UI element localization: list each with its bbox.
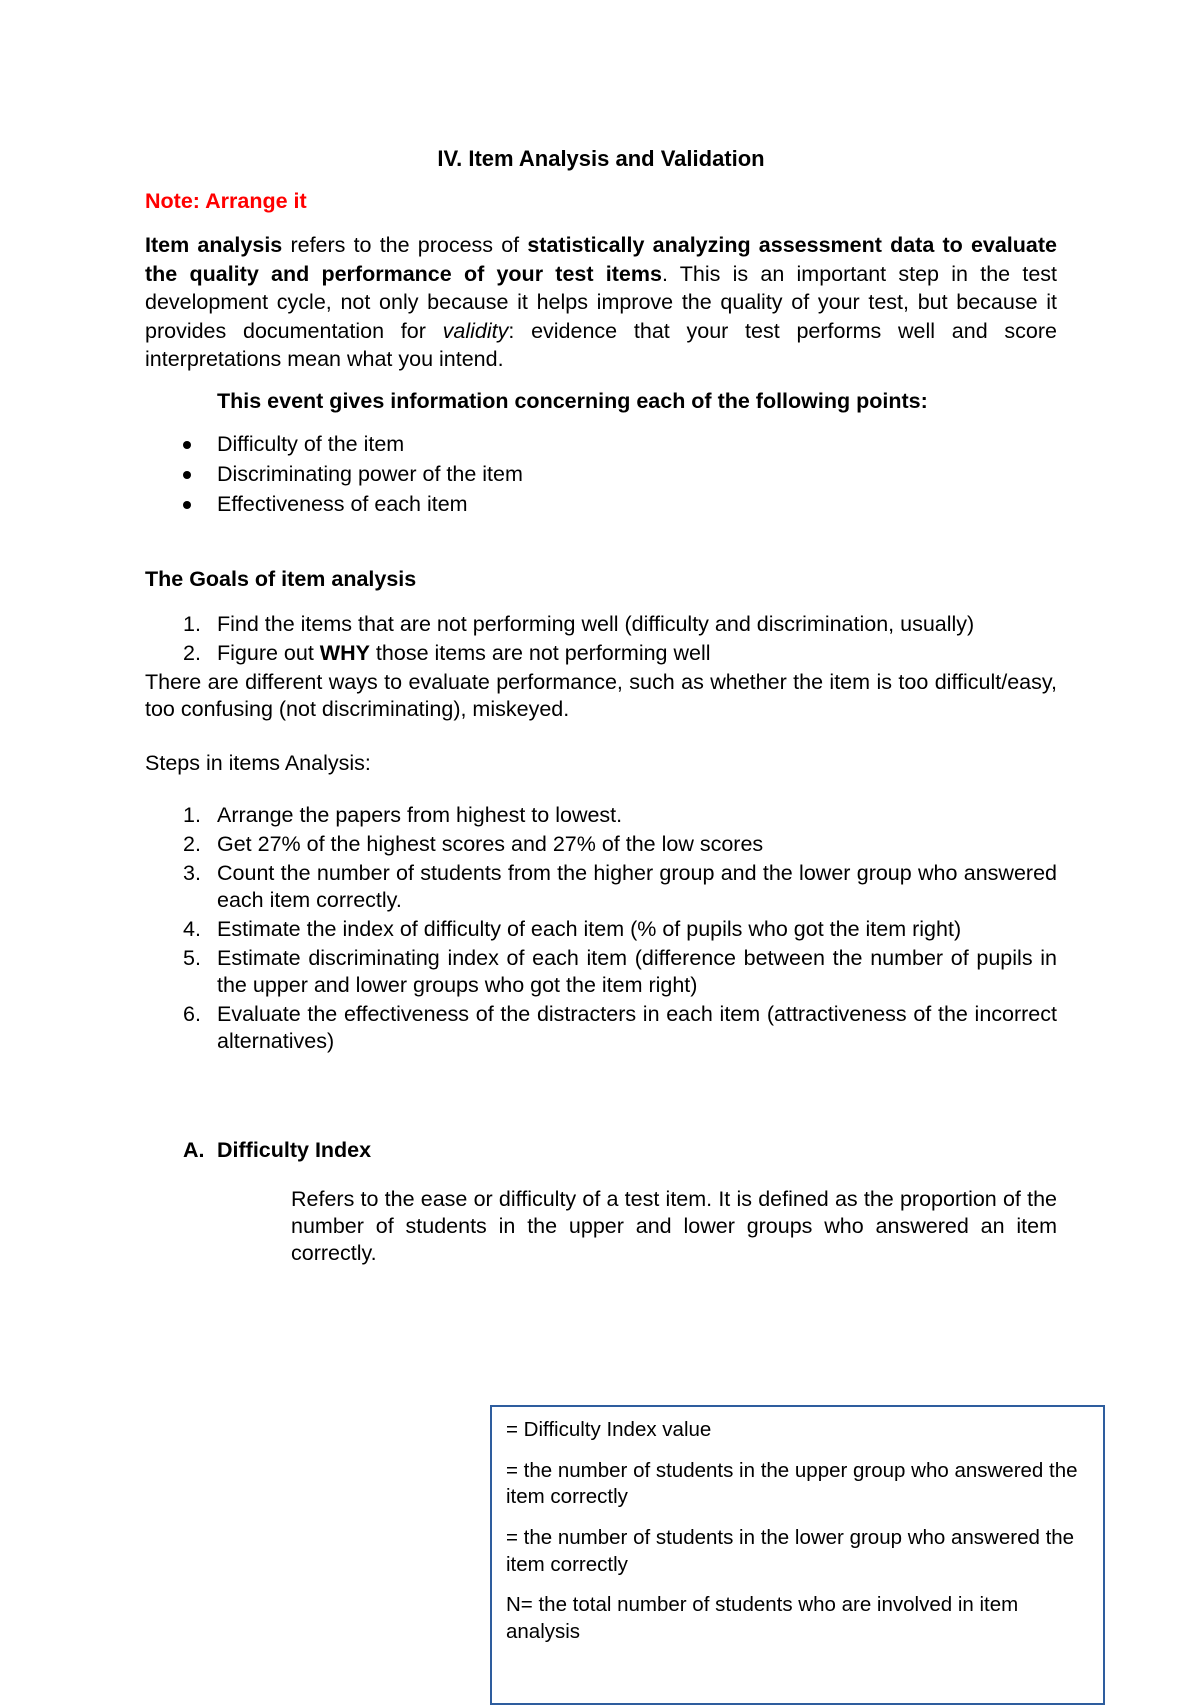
list-item (145, 916, 1057, 943)
goals-list (145, 611, 1057, 667)
points-lead: This event gives information concerning each of the following points: (217, 389, 928, 414)
goal-text: Figure out (217, 641, 320, 666)
intro-text-3: : evidence that your test performs well and score interpretations mean what you intend. (145, 318, 1057, 371)
goal-text: those items are not performing well (369, 641, 711, 666)
point-text: Difficulty of the item (217, 431, 405, 456)
list-item (145, 802, 1057, 829)
item-number: 6. (183, 1002, 201, 1027)
step-text: Estimate the index of difficulty of each item (% of pupils who got the item right) (217, 917, 962, 942)
points-list (145, 430, 1057, 519)
legend-box (490, 1405, 1105, 1705)
legend-item: = the number of students in the upper group who answered the item correctly (506, 1458, 1078, 1509)
steps-list (145, 802, 1057, 1056)
item-number: 5. (183, 946, 201, 971)
document-page (145, 144, 1057, 1267)
list-item (145, 430, 1057, 458)
item-number: 2. (183, 641, 201, 666)
step-text: Evaluate the effectiveness of the distracters in each item (attractiveness of the incorrect alternatives) (217, 1002, 1057, 1054)
legend-item: = the number of students in the lower group who answered the item correctly (506, 1525, 1075, 1576)
list-item (145, 611, 1057, 638)
point-text: Effectiveness of each item (217, 492, 468, 517)
item-number: 2. (183, 831, 201, 856)
difficulty-heading (145, 1136, 1057, 1164)
bullet-icon (183, 501, 191, 509)
list-item (145, 945, 1057, 999)
section-letter: A. (183, 1137, 205, 1162)
goals-heading: The Goals of item analysis (145, 566, 417, 591)
bullet-icon (183, 471, 191, 479)
steps-label: Steps in items Analysis: (145, 751, 371, 776)
list-item (145, 831, 1057, 858)
goal-emphasis: WHY (319, 641, 370, 666)
bullet-icon (183, 441, 191, 449)
difficulty-title: Difficulty Index (217, 1137, 372, 1162)
intro-emphasis: statistically analyzing assessment data to evaluate the quality and performance of your test items (145, 233, 1057, 286)
list-item (145, 860, 1057, 914)
step-text: Estimate discriminating index of each item (difference between the number of pupils in the upper and lower groups who got the item right) (217, 946, 1057, 998)
item-number: 1. (183, 612, 201, 637)
intro-text-1: refers to the process of (282, 233, 528, 258)
difficulty-definition: Refers to the ease or difficulty of a test item. It is defined as the proportion of the number of students in the upper and lower groups who answered an item correctly. (291, 1186, 1057, 1266)
intro-validity: validity (442, 318, 509, 343)
list-item (145, 1001, 1057, 1055)
note-label: Note: Arrange it (145, 189, 307, 214)
page-title: IV. Item Analysis and Validation (437, 146, 765, 171)
legend-item: N= the total number of students who are involved in item analysis (506, 1593, 1019, 1643)
step-text: Arrange the papers from highest to lowest. (217, 802, 623, 827)
goal-text: Find the items that are not performing well (difficulty and discrimination, usually) (217, 612, 975, 637)
list-item (145, 490, 1057, 518)
item-number: 1. (183, 802, 201, 827)
point-text: Discriminating power of the item (217, 462, 523, 487)
item-number: 4. (183, 917, 201, 942)
goals-summary: There are different ways to evaluate performance, such as whether the item is too difficult/easy, too confusing (not discriminating), miskeyed. (145, 670, 1057, 722)
step-text: Get 27% of the highest scores and 27% of the low scores (217, 831, 764, 856)
intro-term: Item analysis (145, 233, 283, 258)
step-text: Count the number of students from the higher group and the lower group who answered each item correctly. (217, 861, 1057, 913)
list-item (145, 460, 1057, 488)
intro-text-2: . This is an important step in the test development cycle, not only because it helps improve the quality of your test, but because it provides documentation for (145, 261, 1057, 343)
list-item (145, 640, 1057, 667)
legend-item: = Difficulty Index value (506, 1418, 712, 1441)
item-number: 3. (183, 861, 201, 885)
intro-paragraph (145, 231, 1057, 373)
